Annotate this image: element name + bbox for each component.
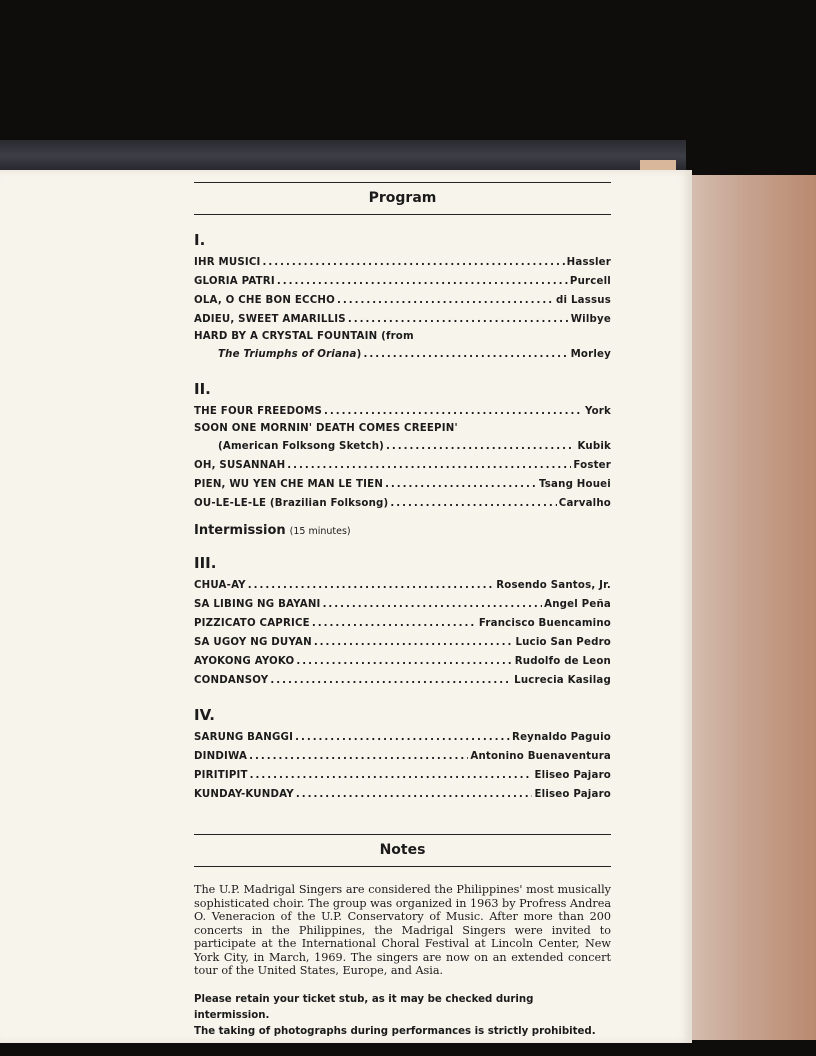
notes-paragraph: The U.P. Madrigal Singers are considered the Philippines' most musically sophisticated choir. The group was organized in 1963 by Profress Andrea O. Veneracion of the U.P. Conservatory of Music. After more than 200 concerts in the Philippines, the Madrigal Singers were invited to participate at the International Choral Festival at Lincoln Center, New York City, in March, 1969. The singers are now on an extended concert tour of the United States, Europe, and Asia. bbox=[194, 883, 611, 977]
piece-title: ADIEU, SWEET AMARILLIS bbox=[194, 314, 346, 325]
program-item bbox=[194, 614, 611, 633]
dot-leader bbox=[324, 402, 583, 421]
divider bbox=[194, 866, 611, 867]
dot-leader bbox=[250, 766, 533, 785]
piece-title: CHUA-AY bbox=[194, 580, 246, 591]
piece-title: SA UGOY NG DUYAN bbox=[194, 637, 312, 648]
composer: Reynaldo Paguio bbox=[512, 732, 611, 743]
piece-title: PIRITIPIT bbox=[194, 770, 248, 781]
composer: Hassler bbox=[566, 257, 611, 268]
program-item bbox=[194, 475, 611, 494]
section-numeral: IV. bbox=[194, 706, 215, 724]
composer: Antonino Buenaventura bbox=[470, 751, 611, 762]
dot-leader bbox=[270, 671, 512, 690]
composer: Morley bbox=[570, 349, 611, 360]
piece-title: SARUNG BANGGI bbox=[194, 732, 294, 743]
piece-title: SOON ONE MORNIN' DEATH COMES CREEPIN' bbox=[194, 423, 458, 434]
program-item bbox=[194, 402, 611, 421]
dot-leader bbox=[348, 310, 569, 329]
dot-leader bbox=[386, 437, 575, 456]
program-item bbox=[194, 785, 611, 804]
notice bbox=[194, 992, 611, 1040]
italic-title: The Triumphs of Oriana bbox=[218, 349, 357, 360]
divider bbox=[194, 214, 611, 215]
program-item bbox=[194, 494, 611, 513]
intermission-duration: (15 minutes) bbox=[289, 526, 351, 537]
piece-title: HARD BY A CRYSTAL FOUNTAIN (from bbox=[194, 331, 414, 342]
piece-title: GLORIA PATRI bbox=[194, 276, 275, 287]
dot-leader bbox=[277, 272, 568, 291]
dot-leader bbox=[312, 614, 477, 633]
program-item bbox=[194, 291, 611, 310]
piece-title: SA LIBING NG BAYANI bbox=[194, 599, 321, 610]
dot-leader bbox=[296, 785, 533, 804]
dot-leader bbox=[263, 253, 565, 272]
program-item bbox=[194, 652, 611, 671]
dot-leader bbox=[323, 595, 543, 614]
program-heading: Program bbox=[368, 190, 437, 206]
program-item bbox=[194, 576, 611, 595]
dot-leader bbox=[337, 291, 554, 310]
dot-leader bbox=[287, 456, 571, 475]
section-numeral: I. bbox=[194, 231, 206, 249]
program-item bbox=[194, 595, 611, 614]
piece-title: THE FOUR FREEDOMS bbox=[194, 406, 322, 417]
composer: Purcell bbox=[569, 276, 611, 287]
notice-line: The taking of photographs during performances is strictly prohibited. bbox=[194, 1025, 596, 1037]
section-numeral: II. bbox=[194, 380, 211, 398]
piece-title-continued bbox=[194, 345, 361, 364]
dot-leader bbox=[249, 747, 468, 766]
composer: Lucrecia Kasilag bbox=[514, 675, 611, 686]
dot-leader bbox=[296, 652, 512, 671]
program-item bbox=[194, 747, 611, 766]
program-item bbox=[194, 437, 611, 456]
composer: Lucio San Pedro bbox=[515, 637, 611, 648]
composer: Eliseo Pajaro bbox=[534, 770, 611, 781]
piece-title: IHR MUSICI bbox=[194, 257, 261, 268]
piece-title: PIEN, WU YEN CHE MAN LE TIEN bbox=[194, 479, 384, 490]
piece-title: OLA, O CHE BON ECCHO bbox=[194, 295, 335, 306]
page-content bbox=[194, 182, 611, 1040]
composer: Rudolfo de Leon bbox=[514, 656, 611, 667]
composer: Angel Peña bbox=[544, 599, 611, 610]
piece-title: OH, SUSANNAH bbox=[194, 460, 286, 471]
program-page bbox=[0, 170, 692, 1043]
program-item bbox=[194, 345, 611, 364]
piece-title-continued: (American Folksong Sketch) bbox=[218, 441, 385, 452]
composer: Francisco Buencamino bbox=[478, 618, 611, 629]
piece-title: PIZZICATO CAPRICE bbox=[194, 618, 310, 629]
notes-heading: Notes bbox=[379, 842, 426, 858]
piece-title: CONDANSOY bbox=[194, 675, 269, 686]
dot-leader bbox=[385, 475, 537, 494]
intermission-label: Intermission bbox=[194, 523, 286, 538]
composer: Carvalho bbox=[558, 498, 611, 509]
piece-title: AYOKONG AYOKO bbox=[194, 656, 295, 667]
composer: Wilbye bbox=[570, 314, 611, 325]
program-item bbox=[194, 253, 611, 272]
dot-leader bbox=[363, 345, 568, 364]
close-paren: ) bbox=[356, 349, 362, 360]
piece-title: KUNDAY-KUNDAY bbox=[194, 789, 294, 800]
program-item bbox=[194, 633, 611, 652]
dot-leader bbox=[314, 633, 514, 652]
intermission bbox=[194, 523, 611, 538]
program-item bbox=[194, 456, 611, 475]
piece-title: OU-LE-LE-LE (Brazilian Folksong) bbox=[194, 498, 389, 509]
piece-title: DINDIWA bbox=[194, 751, 248, 762]
program-item bbox=[194, 728, 611, 747]
section-numeral: III. bbox=[194, 554, 217, 572]
composer: di Lassus bbox=[556, 295, 611, 306]
dot-leader bbox=[295, 728, 510, 747]
dot-leader bbox=[390, 494, 556, 513]
program-item bbox=[194, 671, 611, 690]
composer: Foster bbox=[573, 460, 611, 471]
composer: Eliseo Pajaro bbox=[534, 789, 611, 800]
facing-page bbox=[680, 175, 816, 1040]
composer: Tsang Houei bbox=[538, 479, 611, 490]
program-item bbox=[194, 766, 611, 785]
composer: York bbox=[584, 406, 611, 417]
program-item bbox=[194, 272, 611, 291]
program-item bbox=[194, 310, 611, 329]
composer: Kubik bbox=[577, 441, 611, 452]
notice-line: Please retain your ticket stub, as it may be checked during intermission. bbox=[194, 993, 534, 1021]
composer: Rosendo Santos, Jr. bbox=[496, 580, 611, 591]
dot-leader bbox=[248, 576, 494, 595]
